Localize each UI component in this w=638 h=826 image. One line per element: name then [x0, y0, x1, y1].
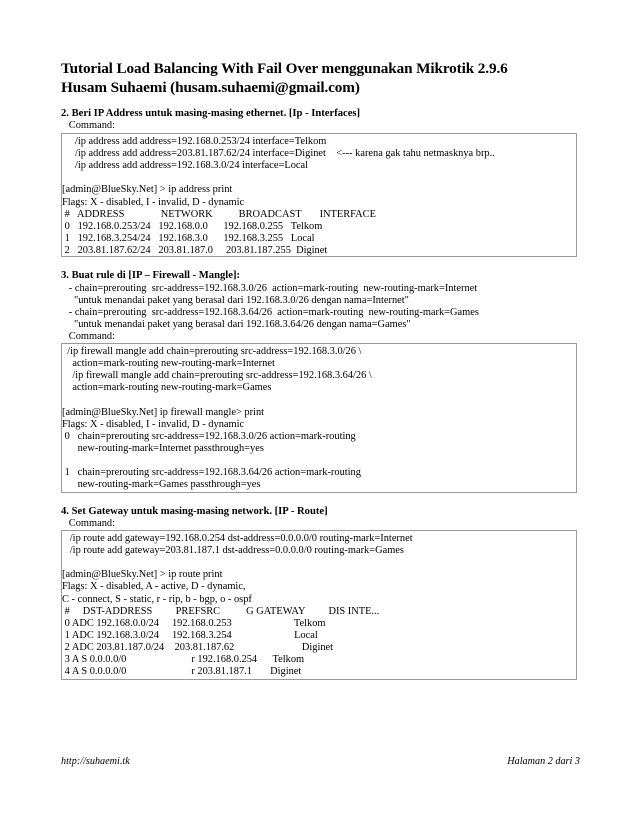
section-text-line: Command: — [61, 120, 115, 131]
command-line: /ip address add address=192.168.0.253/24 interface=Telkom — [62, 136, 327, 147]
command-line: /ip route add gateway=203.81.187.1 dst-address=0.0.0.0/0 routing-mark=Games — [62, 545, 404, 557]
command-line: 0 chain=prerouting src-address=192.168.3.0/26 action=mark-routing — [62, 430, 356, 442]
section-heading: 3. Buat rule di [IP – Firewall - Mangle]: — [61, 270, 240, 281]
command-line: 1 ADC 192.168.3.0/24 192.168.3.254 Local — [62, 629, 318, 641]
document-author: Husam Suhaemi (husam.suhaemi@gmail.com) — [61, 79, 360, 96]
command-line: action=mark-routing new-routing-mark=Internet — [62, 358, 275, 370]
command-line: 1 192.168.3.254/24 192.168.3.0 192.168.3.255 Local — [62, 232, 315, 244]
command-line: 1 chain=prerouting src-address=192.168.3.64/26 action=mark-routing — [62, 467, 361, 478]
command-line: Flags: X - disabled, A - active, D - dynamic, — [62, 581, 246, 593]
footer-url[interactable]: http://suhaemi.tk — [61, 756, 130, 767]
section-text-line: Command: — [61, 518, 115, 529]
command-line: # DST-ADDRESS PREFSRC G GATEWAY DIS INTE... — [62, 605, 380, 617]
command-line: [admin@BlueSky.Net] > ip route print — [62, 569, 223, 581]
command-line: /ip address add address=203.81.187.62/24 interface=Diginet <--- karena gak tahu netmasknya brp.. — [62, 148, 495, 160]
command-line: new-routing-mark=Games passthrough=yes — [62, 479, 261, 491]
footer-page-number: Halaman 2 dari 3 — [507, 756, 580, 767]
command-line: new-routing-mark=Internet passthrough=yes — [62, 442, 264, 454]
command-line: /ip route add gateway=192.168.0.254 dst-address=0.0.0.0/0 routing-mark=Internet — [62, 533, 413, 544]
section-text-line: "untuk menandai paket yang berasal dari 192.168.3.64/26 dengan nama=Games" — [61, 319, 411, 331]
command-line: [admin@BlueSky.Net] ip firewall mangle> print — [62, 406, 265, 418]
section-heading: 2. Beri IP Address untuk masing-masing ethernet. [Ip - Interfaces] — [61, 108, 361, 119]
section-heading: 4. Set Gateway untuk masing-masing network. [IP - Route] — [61, 506, 328, 517]
command-line: /ip firewall mangle add chain=prerouting src-address=192.168.3.0/26 \ — [62, 346, 362, 357]
command-line: 4 A S 0.0.0.0/0 r 203.81.187.1 Diginet — [62, 666, 302, 678]
command-line: 0 192.168.0.253/24 192.168.0.0 192.168.0.255 Telkom — [62, 220, 323, 232]
command-line: 3 A S 0.0.0.0/0 r 192.168.0.254 Telkom — [62, 654, 305, 665]
command-line: 2 ADC 203.81.187.0/24 203.81.187.62 Diginet — [62, 641, 334, 653]
section-text-line: "untuk menandai paket yang berasal dari 192.168.3.0/26 dengan nama=Internet" — [61, 295, 409, 307]
command-line: [admin@BlueSky.Net] > ip address print — [62, 184, 233, 196]
command-line: /ip address add address=192.168.3.0/24 interface=Local — [62, 160, 309, 172]
command-line: Flags: X - disabled, I - invalid, D - dynamic — [62, 196, 245, 208]
section-text-line: - chain=prerouting src-address=192.168.3.0/26 action=mark-routing new-routing-mark=Internet — [61, 283, 478, 294]
command-line: action=mark-routing new-routing-mark=Games — [62, 382, 272, 394]
section-text-line: Command: — [61, 331, 115, 343]
command-line: 0 ADC 192.168.0.0/24 192.168.0.253 Telkom — [62, 617, 326, 629]
section-text-line: - chain=prerouting src-address=192.168.3.64/26 action=mark-routing new-routing-mark=Games — [61, 307, 479, 319]
command-line: C - connect, S - static, r - rip, b - bgp, o - ospf — [62, 593, 252, 605]
command-line: /ip firewall mangle add chain=prerouting src-address=192.168.3.64/26 \ — [62, 370, 372, 382]
command-line: Flags: X - disabled, I - invalid, D - dynamic — [62, 418, 245, 430]
command-line: # ADDRESS NETWORK BROADCAST INTERFACE — [62, 208, 376, 220]
command-line: 2 203.81.187.62/24 203.81.187.0 203.81.187.255 Diginet — [62, 244, 328, 256]
document-title: Tutorial Load Balancing With Fail Over menggunakan Mikrotik 2.9.6 — [61, 60, 508, 77]
